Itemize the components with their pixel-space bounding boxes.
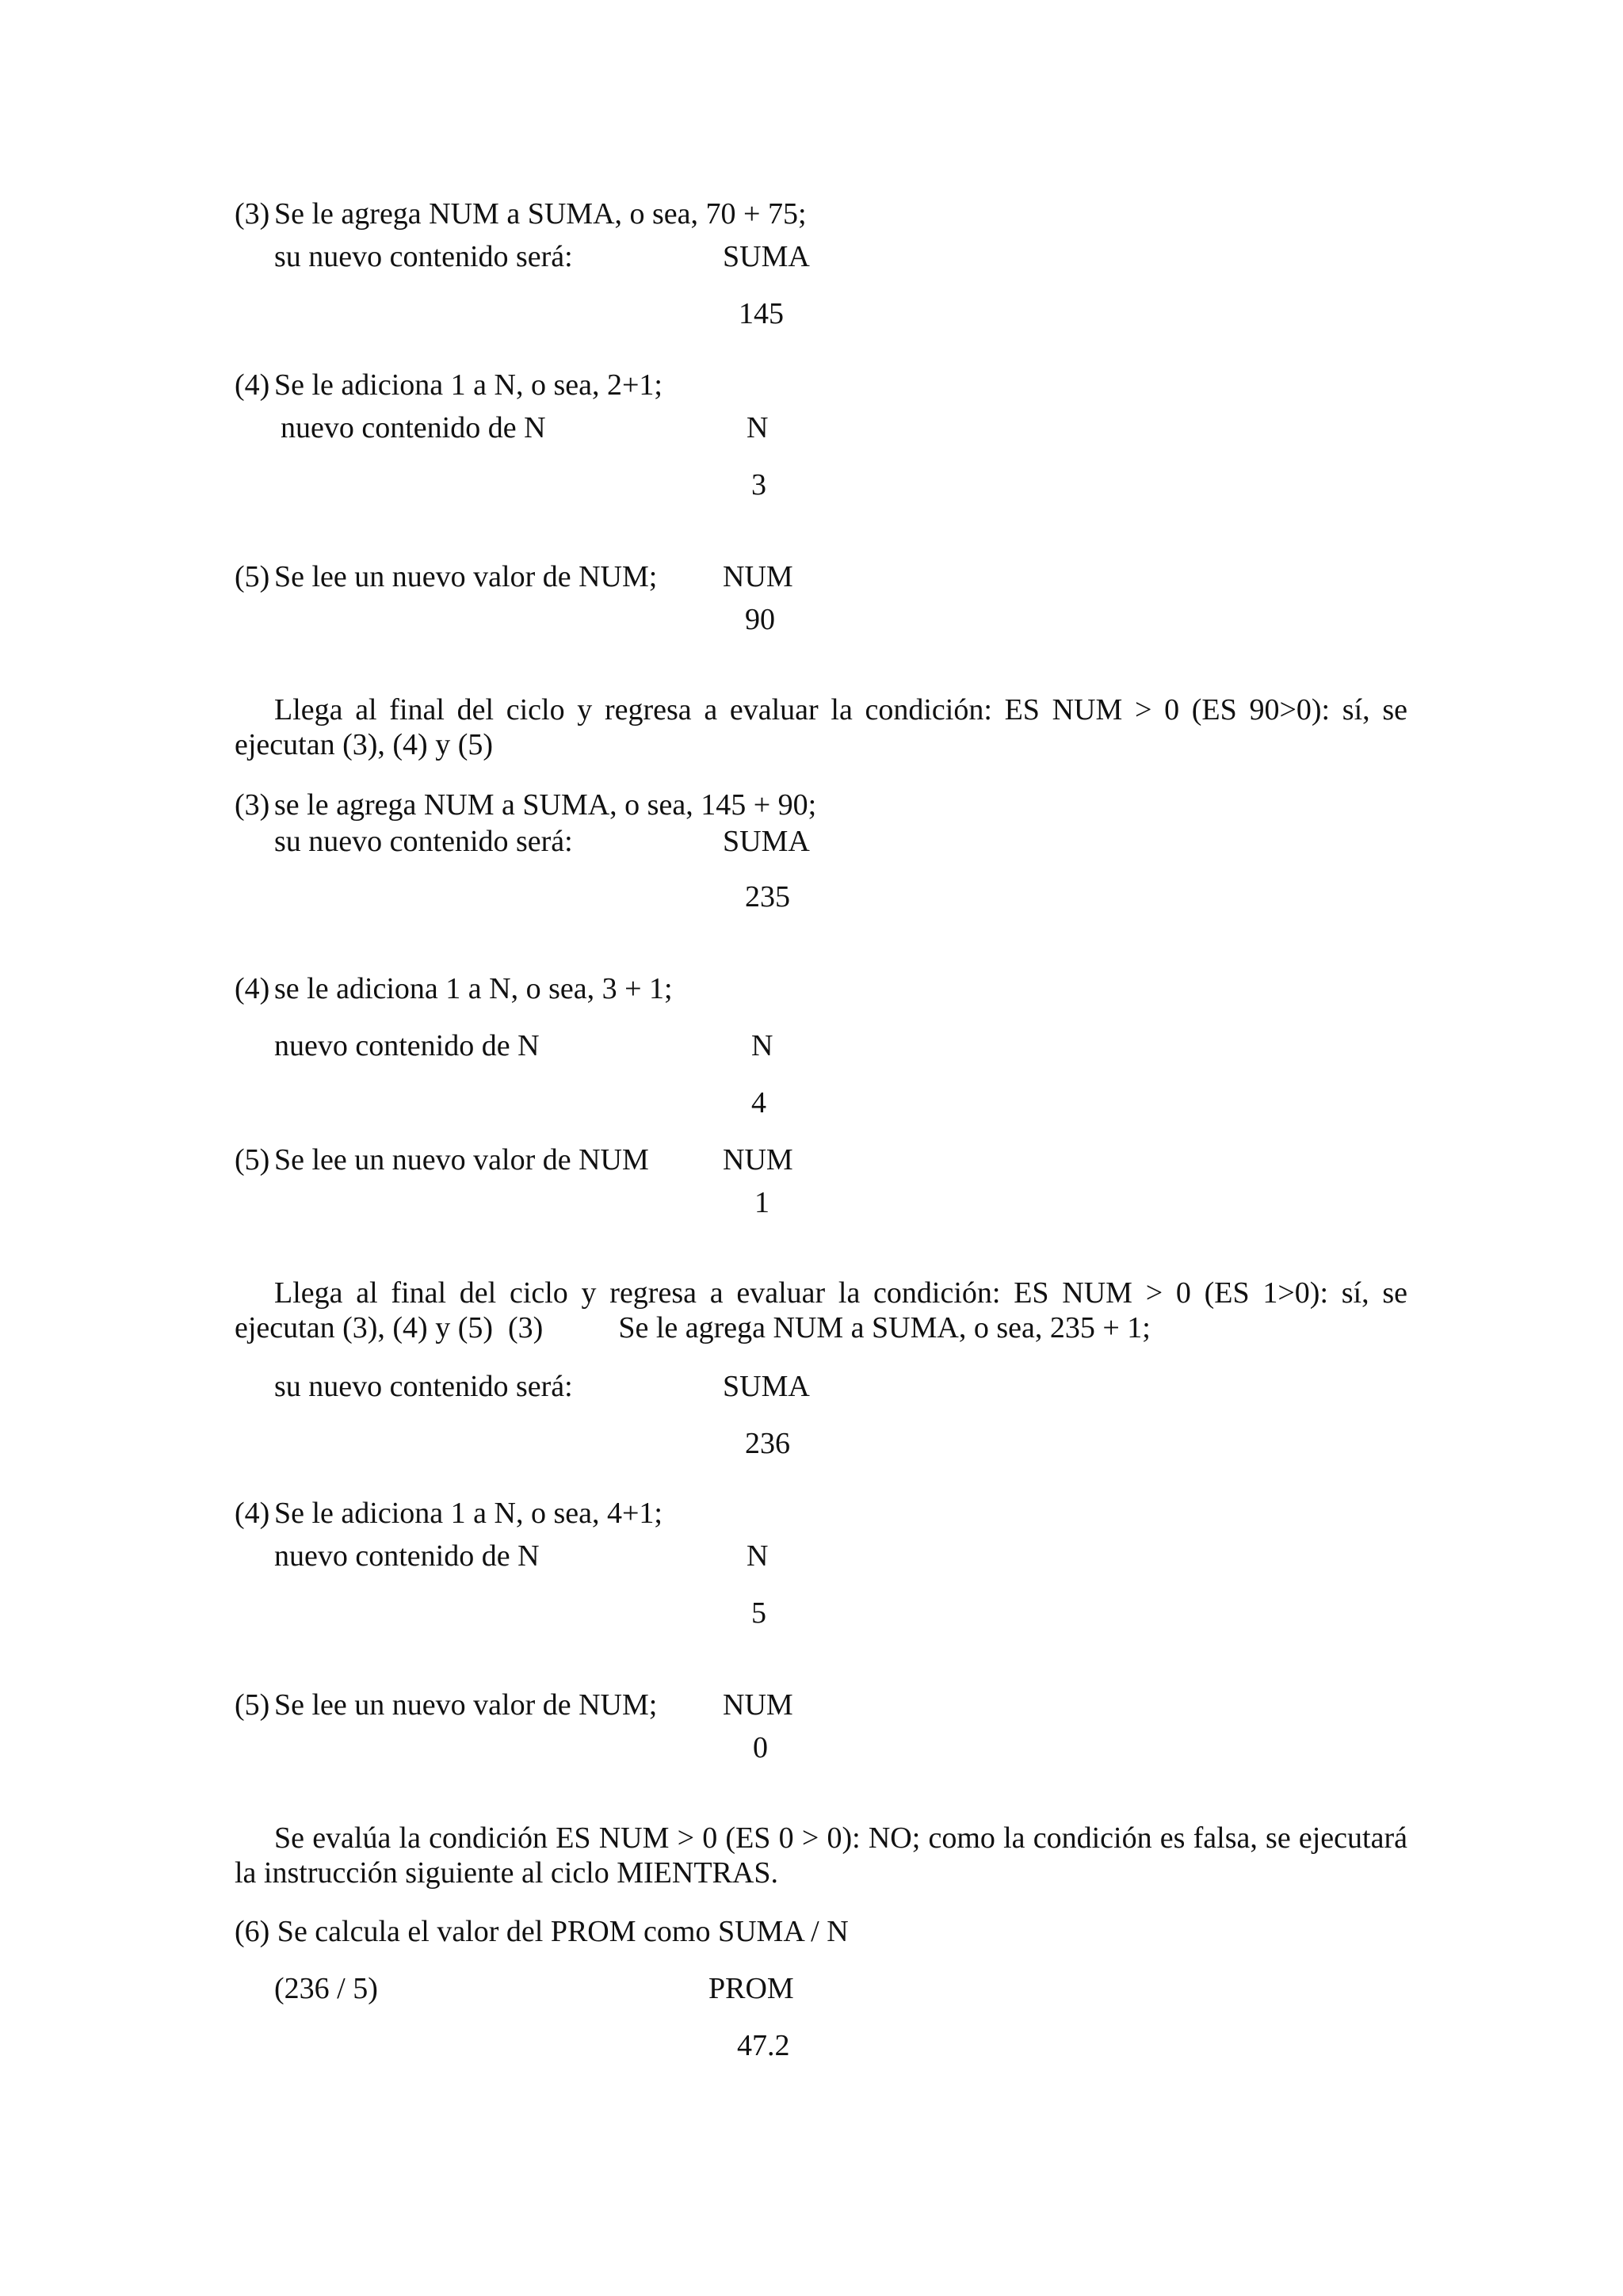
variable-value: 1 <box>754 1186 769 1219</box>
step-text: Se le adiciona 1 a N, o sea, 4+1; <box>274 1497 663 1530</box>
step-marker: (3) <box>235 197 270 231</box>
step-text: se le adiciona 1 a N, o sea, 3 + 1; <box>274 972 673 1005</box>
variable-value: 235 <box>745 880 790 913</box>
variable-value: 0 <box>753 1731 768 1764</box>
step-line: (6) Se calcula el valor del PROM como SUMA / N <box>235 1915 849 1948</box>
variable-name: NUM <box>723 1143 793 1177</box>
variable-name: SUMA <box>723 240 810 273</box>
variable-name: NUM <box>723 1688 793 1722</box>
variable-value: 3 <box>751 468 766 502</box>
step-subtext: nuevo contenido de N <box>274 1539 540 1573</box>
step-text: Se lee un nuevo valor de NUM <box>274 1143 649 1177</box>
step-text: Se le agrega NUM a SUMA, o sea, 70 + 75; <box>274 197 807 231</box>
step-subtext: (236 / 5) <box>274 1972 378 2005</box>
variable-value: 236 <box>745 1427 790 1460</box>
step-marker: (5) <box>235 1143 270 1177</box>
step-marker: (4) <box>235 368 270 402</box>
variable-name: N <box>747 411 769 444</box>
paragraph: Llega al final del ciclo y regresa a evaluar la condición: ES NUM > 0 (ES 90>0): sí, se ejecutan (3), (4) y (5) <box>235 693 1407 761</box>
step-text: Se lee un nuevo valor de NUM; <box>274 1688 658 1722</box>
variable-value: 5 <box>751 1596 766 1630</box>
step-marker: (4) <box>235 972 270 1005</box>
variable-value: 145 <box>739 297 784 330</box>
step-marker: (3) <box>235 788 270 822</box>
variable-name: N <box>747 1539 769 1573</box>
step-text: se le agrega NUM a SUMA, o sea, 145 + 90; <box>274 788 817 822</box>
variable-name: NUM <box>723 560 793 593</box>
step-subtext: su nuevo contenido será: <box>274 1370 573 1403</box>
step-marker: (5) <box>235 1688 270 1722</box>
step-subtext: nuevo contenido de N <box>281 411 546 444</box>
variable-value: 4 <box>751 1086 766 1119</box>
variable-name: SUMA <box>723 825 810 858</box>
step-marker: (5) <box>235 560 270 593</box>
step-subtext: su nuevo contenido será: <box>274 825 573 858</box>
variable-name: PROM <box>708 1972 794 2005</box>
step-text: Se le adiciona 1 a N, o sea, 2+1; <box>274 368 663 402</box>
step-text: Se lee un nuevo valor de NUM; <box>274 560 658 593</box>
step-subtext: su nuevo contenido será: <box>274 240 573 273</box>
variable-value: 90 <box>745 603 775 636</box>
step-marker: (4) <box>235 1497 270 1530</box>
variable-name: SUMA <box>723 1370 810 1403</box>
step-subtext: nuevo contenido de N <box>274 1029 540 1062</box>
paragraph: Llega al final del ciclo y regresa a evaluar la condición: ES NUM > 0 (ES 1>0): sí, se ejecutan (3), (4) y (5) (3) Se le agrega NUM a SUMA, o sea, 235 + 1; <box>235 1276 1415 1344</box>
variable-value: 47.2 <box>737 2029 790 2062</box>
paragraph: Se evalúa la condición ES NUM > 0 (ES 0 > 0): NO; como la condición es falsa, se ejecutará la instrucción siguiente al ciclo MIENTRAS. <box>235 1821 1407 1890</box>
variable-name: N <box>751 1029 773 1062</box>
